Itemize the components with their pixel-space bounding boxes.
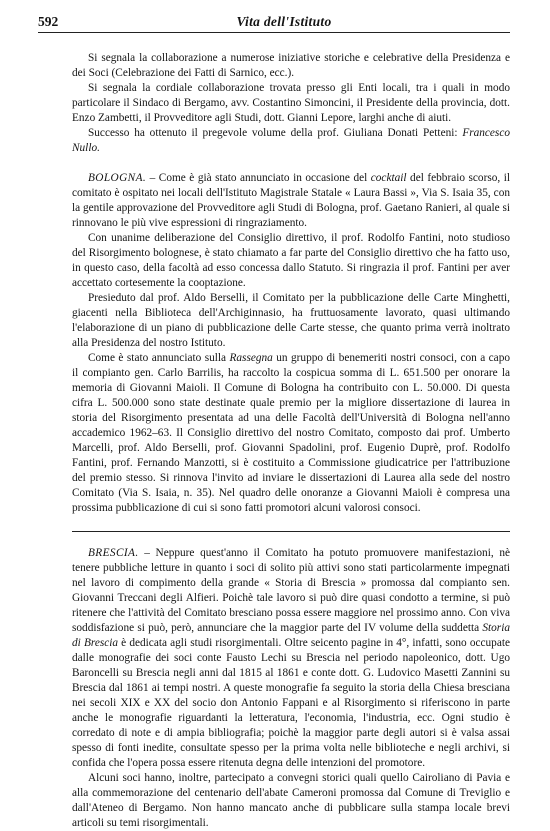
brescia-paragraph-1-text-a: – Neppure quest'anno il Comitato ha potuto promuovere manifestazioni, nè tenere pubbliche letture in quanto i soci di solito più attivi sono stati particolarmente impegnati nel lavoro di compimento della grande « Storia di Brescia » promossa dal compianto sen. Giovanni Treccani degli Alfieri. Poichè tale lavoro si può dire quasi condotto a termine, si può ritenere che l'attività del Comitato bresciano possa essere maggiore nel prossimo anno. Con viva soddisfazione si può, però, annunciare che la maggior parte del IV volume della suddetta xyxy=(72,547,510,634)
bologna-paragraph-1 xyxy=(72,171,510,231)
page-body xyxy=(72,51,510,831)
brescia-paragraph-1 xyxy=(72,546,510,771)
section-divider xyxy=(72,531,510,532)
bologna-paragraph-1-text-b: del febbraio scorso, il comitato è ospitato nei locali dell'Istituto Magistrale Statale « Laura Bassi », Via S. Isaia 35, con la gentile approvazione del Provveditore agli Studi di Bologna, prof. Gaetano Ranieri, al quale si rinnovano le più vive espressioni di ringraziamento. xyxy=(72,172,511,229)
bologna-paragraph-4 xyxy=(72,351,510,516)
intro-paragraph-3-text: Successo ha ottenuto il pregevole volume della prof. Giuliana Donati Petteni: xyxy=(88,127,458,139)
bologna-paragraph-4-text-a: Come è stato annunciato sulla xyxy=(88,352,230,364)
bologna-italic-term: cocktail xyxy=(370,172,407,184)
bologna-paragraph-3: Presieduto dal prof. Aldo Berselli, il Comitato per la pubblicazione delle Carte Minghetti, giacenti nella Biblioteca dell'Archiginnasio, ha fruttuosamente lavorato, quasi ultimando l'elaborazione di un piano di pubblicazione delle Carte stesse, che quanto prima verrà inoltrato alla Presidenza del nostro Istituto. xyxy=(72,292,510,349)
page-number: 592 xyxy=(38,14,59,29)
book-title: Francesco Nullo. xyxy=(72,127,510,154)
running-title: Vita dell'Istituto xyxy=(236,14,332,29)
bologna-rassegna-title: Rassegna xyxy=(229,352,273,364)
bologna-heading: BOLOGNA. xyxy=(88,172,147,184)
intro-section xyxy=(72,51,510,156)
bologna-paragraph-4-text-b: un gruppo di benemeriti nostri consoci, con a capo il compianto gen. Carlo Barrilis, ha raccolto la cospicua somma di L. 651.500 per onorare la memoria di Giovanni Maioli. Il Comune di Bologna ha contribuito con L. 50.000. Di questa cifra L. 500.000 sono state destinate quale premio per la migliore dissertazione di laurea in storia del Risorgimento presentata ad una delle Facoltà dell'Università di Bologna nell'anno accademico 1962–63. Il Consiglio direttivo del nostro Comitato, composto dai prof. Umberto Marcelli, prof. Aldo Berselli, prof. Giovanni Spadolini, prof. Eugenio Duprè, prof. Rodolfo Fantini, prof. Fernando Manzotti, si è costituito a Commissione giudicatrice per l'attribuzione del premio stesso. Si rinnova l'invito ad inviare le dissertazioni di Laurea alla sede del nostro Comitato (Via S. Isaia, n. 35). Nel quadro delle onoranze a Giovanni Maioli è compresa una prossima pubblicazione di cui si sono fatti promotori alcuni valorosi consoci. xyxy=(72,352,510,514)
section-brescia xyxy=(72,531,510,831)
brescia-italic-title: Storia di Brescia xyxy=(72,622,510,649)
bologna-paragraph-2: Con unanime deliberazione del Consiglio direttivo, il prof. Rodolfo Fantini, noto studioso del Risorgimento bolognese, è stato chiamato a far parte del Consiglio direttivo che ha fatto uso, in questo caso, della facoltà ad esso concessa dallo Statuto. Si ringrazia il prof. Fantini per aver accettato cortesemente la cooptazione. xyxy=(72,232,510,289)
running-header xyxy=(38,14,510,33)
brescia-paragraph-1-text-b: è dedicata agli studi risorgimentali. Oltre seicento pagine in 4°, infatti, sono occupate dalle monografie dei soci conte Fausto Lechi su Brescia nel periodo napoleonico, dott. Ugo Baroncelli su Brescia negli anni dal 1815 al 1861 e conte dott. G. Ludovico Masetti Zannini su Brescia dal 1861 ai tempi nostri. A queste monografie fa seguito la storia della Chiesa bresciana nei secoli XIX e XX del socio don Antonio Fappani e al Risorgimento si riferiscono in parte anche le monografie riguardanti la letteratura, l'economia, l'industria, ecc. Ogni studio è corredato di note e di ampia bibliografia; poichè la maggior parte degli autori si è valsa assai spesso di fonti inedite, consultate spesso per la prima volta nelle biblioteche e negli archivi, si confida che l'opera possa essere ritenuta degna delle intenzioni del promotore. xyxy=(72,637,510,769)
intro-paragraph-3 xyxy=(72,126,510,156)
brescia-heading: BRESCIA. xyxy=(88,547,139,559)
brescia-paragraph-2: Alcuni soci hanno, inoltre, partecipato a convegni storici quali quello Cairoliano di Pavia e alla commemorazione del centenario dell'abate Cameroni promossa dal Comune di Treviglio e dall'Ateneo di Bergamo. Non hanno mancato anche di pubblicare sulla stampa locale brevi articoli su temi risorgimentali. xyxy=(72,772,510,829)
section-bologna xyxy=(72,171,510,516)
intro-paragraph-2: Si segnala la cordiale collaborazione trovata presso gli Enti locali, tra i quali in modo particolare il Sindaco di Bergamo, avv. Costantino Simoncini, il Presidente della provincia, dott. Enzo Zambetti, il Provveditore agli Studi, dott. Gianni Lepore, larghi anche di aiuti. xyxy=(72,82,510,124)
bologna-paragraph-1-text-a: – Come è già stato annunciato in occasione del xyxy=(146,172,371,184)
intro-paragraph-1: Si segnala la collaborazione a numerose iniziative storiche e celebrative della Presidenza e dei Soci (Celebrazione dei Fatti di Sarnico, ecc.). xyxy=(72,52,510,79)
